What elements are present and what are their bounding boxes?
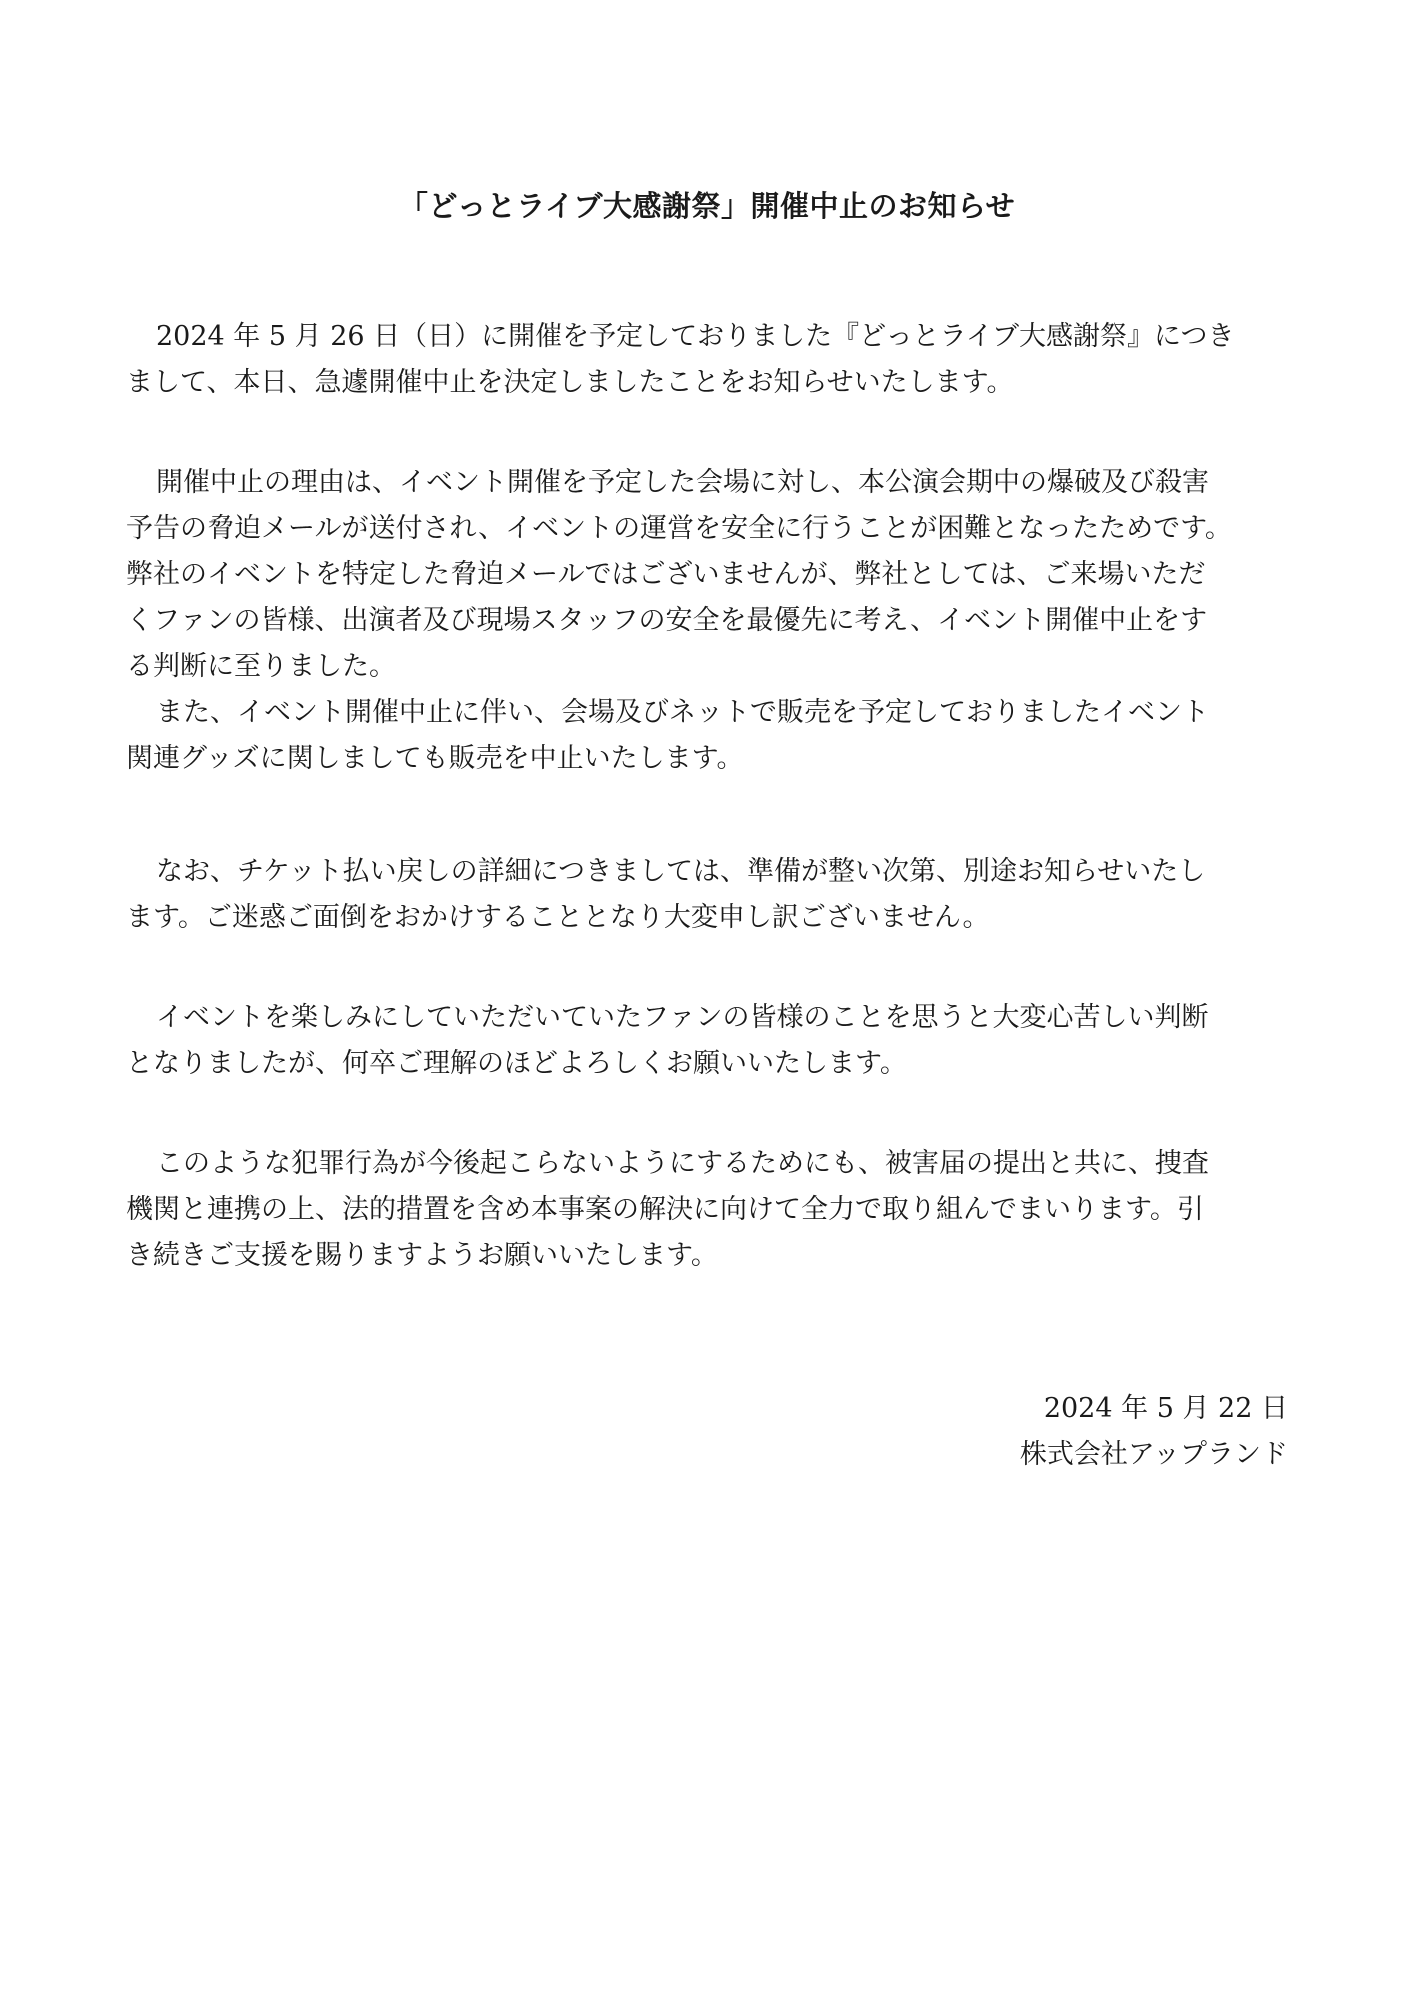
- signature-company: 株式会社アップランド: [1019, 1439, 1288, 1470]
- text-line: イベントを楽しみにしていただいていたファンの皆様のことを思うと大変心苦しい判断: [156, 1002, 1209, 1033]
- text-line: 機関と連携の上、法的措置を含め本事案の解決に向けて全力で取り組んでまいります。引: [126, 1194, 1204, 1225]
- text-line: くファンの皆様、出演者及び現場スタッフの安全を最優先に考え、イベント開催中止をす: [126, 605, 1208, 636]
- paragraph-reason: [126, 460, 1232, 782]
- text-line: 予告の脅迫メールが送付され、イベントの運営を安全に行うことが困難となったためです。: [126, 513, 1232, 544]
- text-line: まして、本日、急遽開催中止を決定しましたことをお知らせいたします。: [126, 367, 1014, 398]
- text-line: る判断に至りました。: [126, 651, 396, 682]
- paragraph-legal-action: [126, 1141, 1209, 1279]
- paragraph-apology: [126, 995, 1208, 1087]
- signature-block: [1020, 1386, 1288, 1478]
- paragraph-announcement: [126, 314, 1234, 406]
- notice-title: 「どっとライブ大感謝祭」開催中止のお知らせ: [398, 189, 1016, 223]
- text-line: き続きご支援を賜りますようお願いいたします。: [126, 1240, 718, 1271]
- text-line: 関連グッズに関しましても販売を中止いたします。: [126, 743, 744, 774]
- text-line: 2024 年 5 月 26 日（日）に開催を予定しておりました『どっとライブ大感謝祭』につき: [156, 321, 1235, 352]
- text-line: ます。ご迷惑ご面倒をおかけすることとなり大変申し訳ございません。: [126, 902, 990, 933]
- signature-date: 2024 年 5 月 22 日: [1043, 1393, 1288, 1424]
- text-line: 開催中止の理由は、イベント開催を予定した会場に対し、本公演会期中の爆破及び殺害: [156, 467, 1209, 498]
- paragraph-refund: [126, 849, 1205, 941]
- text-line: となりましたが、何卒ご理解のほどよろしくお願いいたします。: [126, 1048, 907, 1079]
- text-line: 弊社のイベントを特定した脅迫メールではございませんが、弊社としては、ご来場いただ: [126, 559, 1206, 590]
- text-line: また、イベント開催中止に伴い、会場及びネットで販売を予定しておりましたイベント: [156, 697, 1209, 728]
- text-line: なお、チケット払い戻しの詳細につきましては、準備が整い次第、別途お知らせいたし: [156, 856, 1206, 887]
- text-line: このような犯罪行為が今後起こらないようにするためにも、被害届の提出と共に、捜査: [156, 1148, 1209, 1179]
